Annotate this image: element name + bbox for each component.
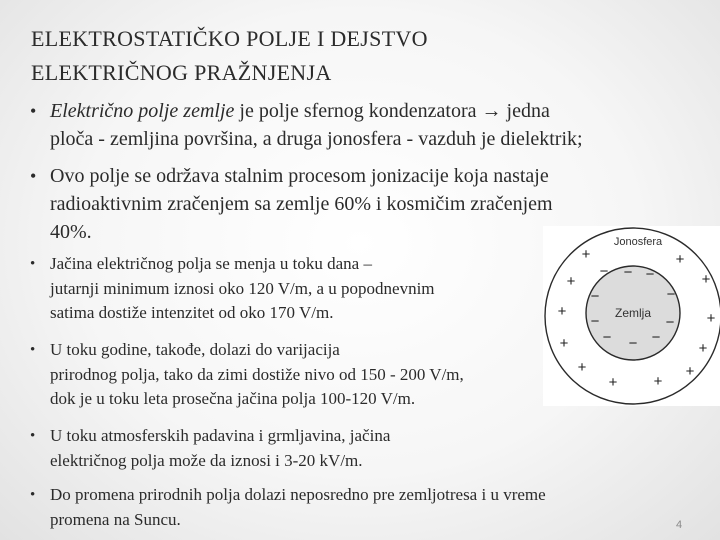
- bullet-text: [50, 162, 553, 246]
- bullet-line: električnog polja može da iznosi i 3-20 kV/m.: [50, 450, 363, 470]
- bullet-marker: •: [30, 342, 36, 358]
- bullet-text: [50, 338, 464, 412]
- bullet-text: [50, 97, 583, 153]
- earth-ionosphere-svg: [543, 226, 720, 406]
- slide-title-line-1: ELEKTROSTATIČKO POLJE I DEJSTVO: [31, 26, 428, 51]
- minus-sign: −: [665, 314, 675, 331]
- plus-sign: +: [685, 363, 695, 380]
- bullet-text: [50, 424, 390, 473]
- bullet-marker: •: [30, 487, 36, 503]
- minus-sign: −: [651, 329, 661, 346]
- bullet-line: satima dostiže intenzitet od oko 170 V/m.: [50, 303, 334, 322]
- plus-sign: +: [675, 251, 685, 268]
- bullet-line: jutarnji minimum iznosi oko 120 V/m, a u popodnevnim: [50, 278, 435, 298]
- plus-sign: +: [706, 310, 716, 327]
- plus-sign: +: [608, 374, 618, 391]
- minus-sign: −: [590, 288, 600, 305]
- minus-sign: −: [623, 264, 633, 281]
- bullet-line: Ovo polje se održava stalnim procesom jonizacije koja nastaje: [50, 165, 549, 187]
- plus-sign: +: [577, 359, 587, 376]
- bullet-line: radioaktivnim zračenjem sa zemlje 60% i kosmičim zračenjem: [50, 193, 553, 215]
- bullet-line: 40%.: [50, 221, 92, 243]
- bullet-italic-term: Električno polje zemlje: [50, 100, 235, 122]
- bullet-text: [50, 252, 435, 326]
- minus-sign: −: [645, 266, 655, 283]
- slide-title-line-2: ELEKTRIČNOG PRAŽNJENJA: [31, 60, 332, 85]
- plus-sign: +: [653, 373, 663, 390]
- minus-sign: −: [666, 286, 676, 303]
- earth-ionosphere-diagram: [543, 226, 720, 406]
- bullet-text: [50, 483, 546, 532]
- bullet-line: U toku godine, takođe, dolazi do varijacija: [50, 340, 340, 359]
- slide-title: [31, 22, 691, 90]
- plus-sign: +: [698, 340, 708, 357]
- minus-sign: −: [590, 313, 600, 330]
- bullet-line: Do promena prirodnih polja dolazi neposredno pre zemljotresa i u vreme: [50, 485, 546, 504]
- minus-sign: −: [599, 263, 609, 280]
- bullet-line: U toku atmosferskih padavina i grmljavina, jačina: [50, 426, 391, 445]
- ionosphere-label: Jonosfera: [613, 236, 663, 248]
- earth-label: Zemlja: [614, 306, 652, 320]
- plus-sign: +: [566, 273, 576, 290]
- plus-sign: +: [701, 271, 711, 288]
- bullet-marker: •: [30, 101, 37, 121]
- bullet-line: Jačina električnog polja se menja u toku dana –: [50, 254, 372, 273]
- bullet-marker: •: [30, 428, 36, 444]
- minus-sign: −: [602, 329, 612, 346]
- bullet-line-rest: je polje sfernog kondenzatora → jedna: [234, 100, 550, 122]
- plus-sign: +: [559, 335, 569, 352]
- minus-sign: −: [628, 335, 638, 352]
- bullet-line: ploča - zemljina površina, a druga jonosfera - vazduh je dielektrik;: [50, 128, 583, 150]
- page-number: 4: [676, 519, 683, 531]
- bullet-marker: •: [30, 256, 36, 272]
- plus-sign: +: [581, 246, 591, 263]
- bullet-marker: •: [30, 166, 37, 186]
- plus-sign: +: [557, 303, 567, 320]
- bullet-line: dok je u toku leta prosečna jačina polja 100-120 V/m.: [50, 389, 416, 408]
- bullet-line: [50, 97, 583, 125]
- bullet-line: prirodnog polja, tako da zimi dostiže nivo od 150 - 200 V/m,: [50, 364, 464, 384]
- bullet-line: promena na Suncu.: [50, 509, 181, 529]
